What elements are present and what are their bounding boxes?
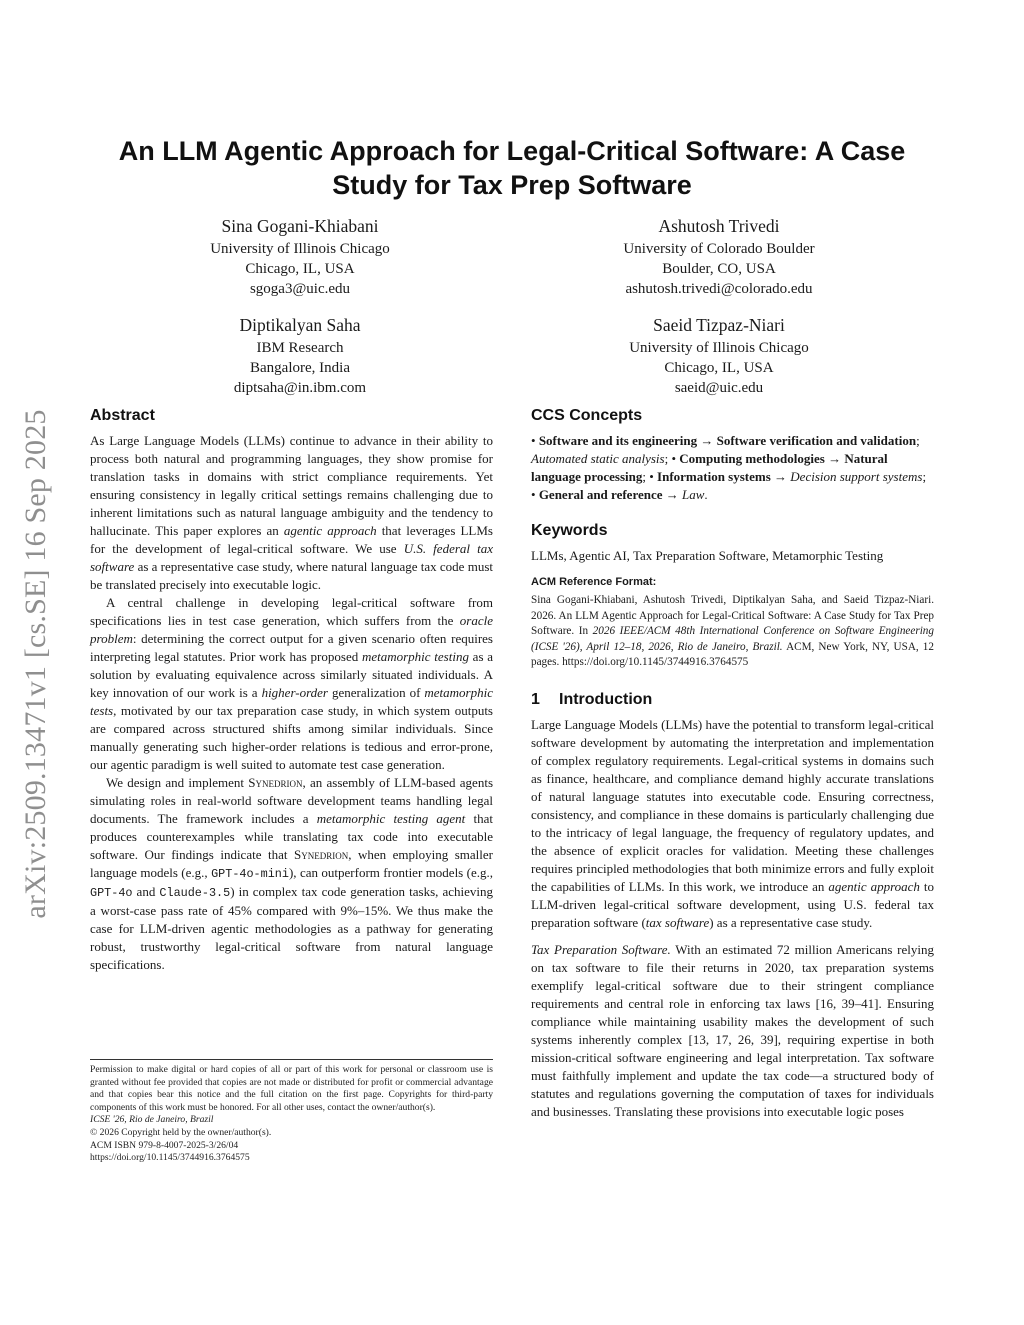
author-email[interactable]: ashutosh.trivedi@colorado.edu <box>625 281 813 297</box>
ccs-concepts: • Software and its engineering → Software verification and validation; Automated static analysis; • Computing methodologies → Natural language processing; • Information systems → Decision support systems; • General and reference → Law. <box>531 433 927 502</box>
author-email[interactable]: diptsaha@in.ibm.com <box>233 380 367 396</box>
author-block <box>539 313 899 398</box>
venue-line: ICSE '26, Rio de Janeiro, Brazil <box>90 1114 214 1126</box>
acm-reference-heading: ACM Reference Format: <box>531 576 657 588</box>
author-affiliation: IBM Research <box>256 340 344 356</box>
author-name: Saeid Tizpaz-Niari <box>653 315 785 335</box>
author-block <box>539 214 899 299</box>
author-affiliation: University of Illinois Chicago <box>629 340 809 356</box>
author-location: Chicago, IL, USA <box>245 261 355 277</box>
author-location: Boulder, CO, USA <box>662 261 776 277</box>
introduction-heading <box>531 689 934 711</box>
author-name: Diptikalyan Saha <box>239 315 361 335</box>
author-location: Chicago, IL, USA <box>664 360 774 376</box>
acm-reference: Sina Gogani-Khiabani, Ashutosh Trivedi, Diptikalyan Saha, and Saeid Tizpaz-Niari. 2026. An LLM Agentic Approach for Legal-Critical Software: A Case Study for Tax Prep Software. In 2026 IEEE/ACM 48th International Conference on Software Engineering (ICSE '26), April 12–18, 2026, Rio de Janeiro, Brazil. ACM, New York, NY, USA, 12 pages. https://doi.org/10.1145/3744916.3764575 <box>531 594 934 668</box>
author-name: Sina Gogani-Khiabani <box>221 216 379 236</box>
copyright-line: © 2026 Copyright held by the owner/author(s). <box>90 1126 272 1138</box>
intro-paragraph: Tax Preparation Software. With an estimated 72 million Americans relying on tax software to file their returns in 2020, tax preparation systems exemplify legal-critical software due to their stringent compliance requirements and central role in enforcing tax laws [16, 39–41]. Ensuring compliance while maintaining usability makes the development of such systems inherently complex [13, 17, 26, 39], requiring expertise in both mission-critical software engineering and legal interpretation. Tax software must faithfully implement and update the tax code—a structured body of statutes and regulations governing the computation of taxes for individuals and businesses. Translating these provisions into executable logic poses <box>531 941 934 1119</box>
abstract-paragraph: A central challenge in developing legal-critical software from specifications lies in test case generation, which suffers from the oracle problem: determining the correct output for a given scenario often requires interpreting legal statutes. Prior work has proposed metamorphic testing as a solution by evaluating equivalence across similarly situated individuals. A key innovation of our work is a higher-order generalization of metamorphic tests, motivated by our tax preparation case study, in which system outputs are compared across structured shifts among similar individuals. Since manually generating such higher-order relations is tedious and error-prone, our agentic paradigm is well suited to automate test case generation. <box>90 595 494 772</box>
section-title: Introduction <box>559 690 653 708</box>
isbn-line: ACM ISBN 979-8-4007-2025-3/26/04 <box>90 1139 239 1151</box>
keywords-heading: Keywords <box>531 522 608 539</box>
author-name: Ashutosh Trivedi <box>658 216 780 236</box>
keywords-list: LLMs, Agentic AI, Tax Preparation Software, Metamorphic Testing <box>531 548 884 563</box>
copyright-footnote <box>90 1059 493 1165</box>
author-affiliation: University of Colorado Boulder <box>623 241 815 257</box>
permission-notice: Permission to make digital or hard copies of all or part of this work for personal or classroom use is granted without fee provided that copies are not made or distributed for profit or commercial advantage and that copies bear this notice and the full citation on the first page. Copyrights for third-party components of this work must be honored. For all other uses, contact the owner/author(s). <box>90 1064 493 1113</box>
author-email[interactable]: saeid@uic.edu <box>674 380 764 396</box>
author-block <box>120 313 480 398</box>
arxiv-identifier: arXiv:2509.13471v1 [cs.SE] 16 Sep 2025 <box>19 409 52 919</box>
abstract-paragraph: We design and implement Synedrion, an assembly of LLM-based agents simulating roles in real-world software development teams handling legal documents. The framework includes a metamorphic testing agent that produces counterexamples while translating tax code into executable software. Our findings indicate that Synedrion, when employing smaller language models (e.g., GPT-4o-mini), can outperform frontier models (e.g., GPT-4o and Claude-3.5) in complex tax code generation tasks, achieving a worst-case pass rate of 45% compared with 9%–15%. We thus make the case for LLM-driven agentic methodologies as a pathway for generating robust, trustworthy legal-critical software from natural language specifications. <box>90 775 494 972</box>
paper-title: An LLM Agentic Approach for Legal-Critical Software: A Case Study for Tax Prep Software <box>118 136 906 200</box>
abstract-paragraph: As Large Language Models (LLMs) continue to advance in their ability to process both natural and programming languages, they show promise for translation tasks in domains with strict compliance requirements. Yet ensuring consistency in legally critical settings remains challenging due to inherent limitations such as natural language ambiguity and the tendency to hallucinate. This paper explores an agentic approach that leverages LLMs for the development of legal-critical software. We use U.S. federal tax software as a representative case study, where natural language tax code must be translated precisely into executable logic. <box>90 433 494 592</box>
paragraph-heading: Tax Preparation Software. <box>531 941 671 957</box>
ccs-heading: CCS Concepts <box>531 407 643 424</box>
doi-link[interactable]: https://doi.org/10.1145/3744916.3764575 <box>90 1152 250 1164</box>
abstract-heading: Abstract <box>90 407 155 424</box>
left-column <box>90 405 493 974</box>
section-number: 1 <box>531 690 540 708</box>
intro-paragraph: Large Language Models (LLMs) have the potential to transform legal-critical software development by automating the interpretation and implementation of complex regulatory requirements. Legal-critical systems in domains such as finance, healthcare, and compliance demand highly accurate translations of natural language statutes into executable code. Ensuring correctness, consistency, and compliance in these domains is particularly challenging due to the intricacy of legal language, the frequency of regulatory updates, and the absence of explicit oracles for validation. Meeting these challenges requires principled methodologies that both minimize errors and fully exploit the capabilities of LLMs. In this work, we introduce an agentic approach to LLM-driven legal-critical software development, using U.S. federal tax preparation software (tax software) as a representative case study. <box>531 716 934 930</box>
author-block <box>120 214 480 299</box>
author-email[interactable]: sgoga3@uic.edu <box>249 281 351 297</box>
author-location: Bangalore, India <box>250 360 350 376</box>
author-affiliation: University of Illinois Chicago <box>210 241 390 257</box>
right-column <box>531 405 934 1121</box>
